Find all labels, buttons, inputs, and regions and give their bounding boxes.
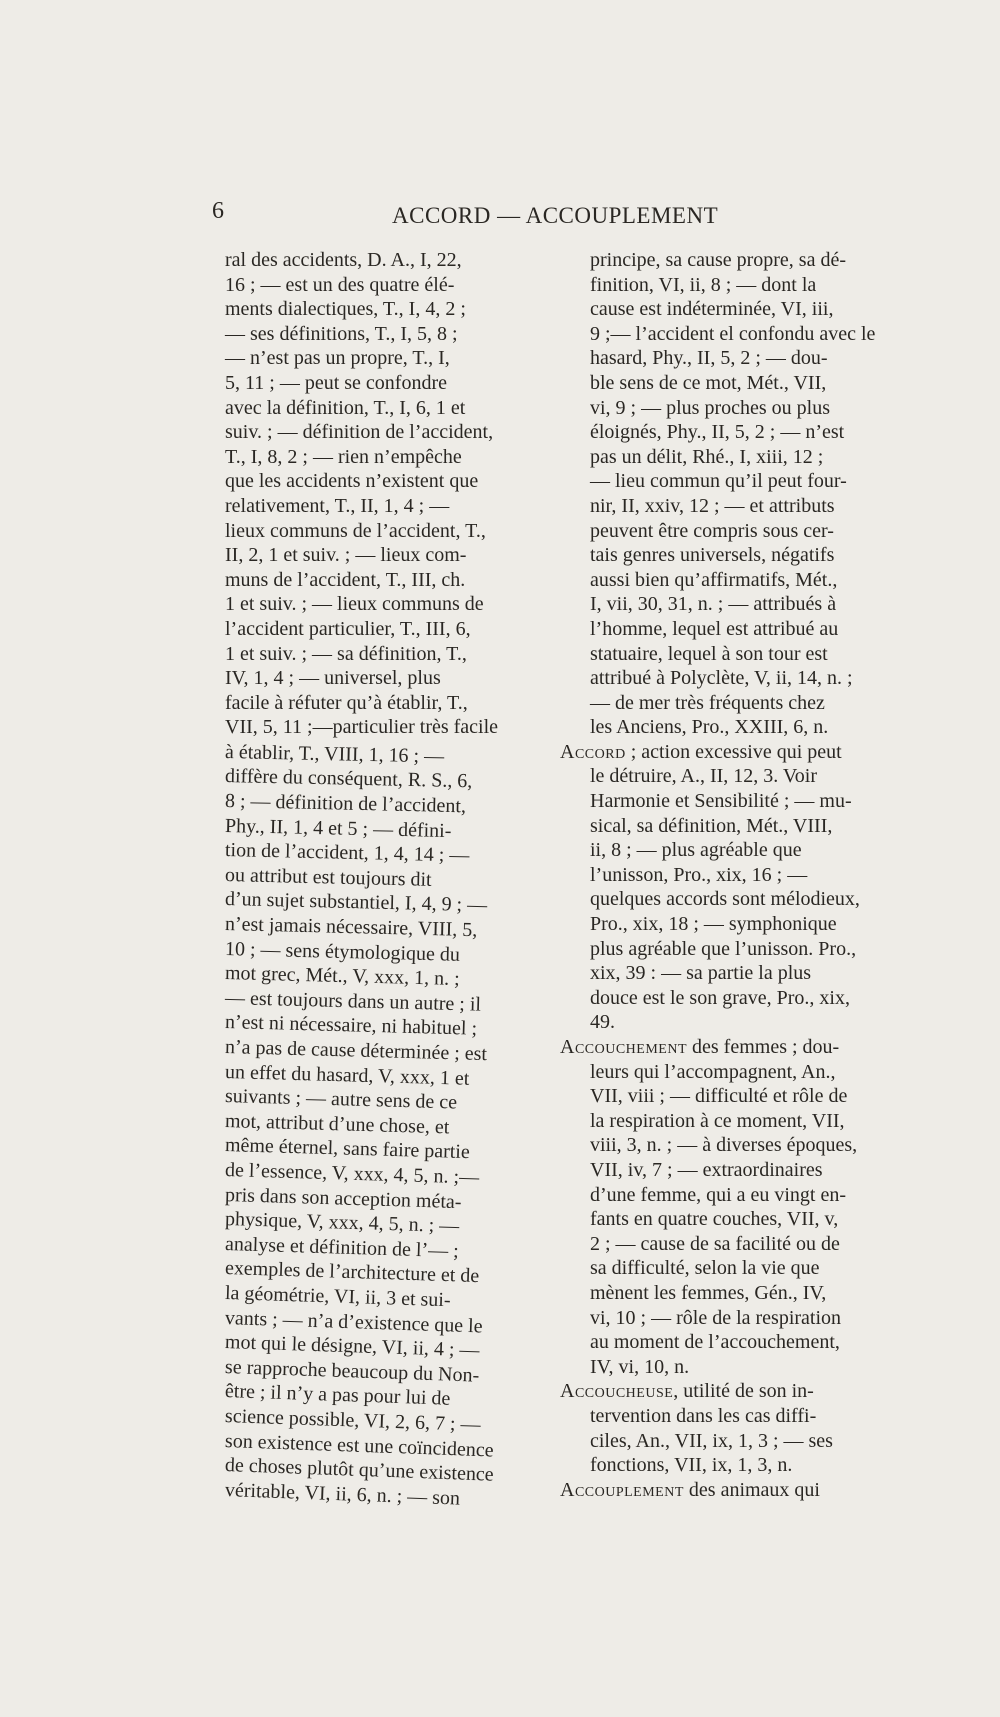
entry-text: des femmes ; dou-: [687, 1036, 840, 1058]
entry-text: 9 ;— l’accident el confondu avec le: [590, 322, 876, 345]
entry-text: vi, 9 ; — plus proches ou plus: [590, 396, 830, 419]
text-line: VII, 5, 11 ;—particulier très facile: [225, 716, 499, 739]
text-line: [560, 519, 892, 544]
text-line: [560, 297, 892, 322]
text-line: [560, 1404, 892, 1429]
text-line: facile à réfuter qu’à établir, T.,: [225, 691, 468, 714]
text-line: [560, 273, 892, 298]
text-line: [560, 937, 892, 962]
entry-text: l’homme, lequel est attribué au: [590, 617, 839, 640]
text-line: [560, 396, 892, 421]
text-line: que les accidents n’existent que: [225, 470, 479, 493]
text-line: mot, attribut d’une chose, et: [224, 1109, 450, 1139]
text-line: [560, 469, 892, 494]
text-line: l’accident particulier, T., III, 6,: [225, 617, 471, 640]
entry-headline: [560, 1379, 892, 1404]
entry-text: nir, II, xxiv, 12 ; — et attributs: [590, 494, 835, 517]
text-line: [560, 642, 892, 667]
text-line: [560, 1232, 892, 1257]
text-line: [560, 789, 892, 814]
entry-text: VII, viii ; — difficulté et rôle de: [590, 1085, 848, 1108]
entry-text: hasard, Phy., II, 5, 2 ; — dou-: [590, 347, 828, 370]
text-line: 10 ; — sens étymologique du: [224, 937, 461, 966]
text-line: ou attribut est toujours dit: [224, 863, 432, 891]
entry-text: ; action excessive qui peut: [625, 740, 842, 763]
text-line: [560, 322, 892, 347]
text-line: exemples de l’architecture et de: [224, 1257, 480, 1288]
text-line: physique, V, xxx, 4, 5, n. ; —: [224, 1208, 460, 1238]
entry-text: I, vii, 30, 31, n. ; — attribués à: [590, 593, 837, 616]
entry-text: aussi bien qu’affirmatifs, Mét.,: [590, 568, 838, 591]
entry-text: viii, 3, n. ; — à diverses époques,: [590, 1134, 858, 1157]
text-line: [560, 1109, 892, 1134]
text-line: — est toujours dans un autre ; il: [224, 986, 482, 1016]
text-line: [560, 371, 892, 396]
text-line: [560, 1183, 892, 1208]
text-line: analyse et définition de l’— ;: [224, 1232, 460, 1263]
entry-text: ii, 8 ; — plus agréable que: [590, 839, 802, 862]
text-line: [560, 445, 892, 470]
text-line: [560, 1330, 892, 1355]
entry-text: la respiration à ce moment, VII,: [590, 1109, 845, 1132]
text-line: muns de l’accident, T., III, ch.: [225, 568, 466, 591]
text-line: [560, 1158, 892, 1183]
text-line: avec la définition, T., I, 6, 1 et: [225, 396, 466, 419]
text-line: [560, 838, 892, 863]
text-line: [560, 1060, 892, 1085]
text-line: 5, 11 ; — peut se confondre: [225, 371, 447, 394]
text-line: un effet du hasard, V, xxx, 1 et: [224, 1060, 470, 1090]
entry-text: douce est le son grave, Pro., xix,: [590, 986, 850, 1009]
text-line: 1 et suiv. ; — sa définition, T.,: [225, 642, 467, 665]
entry-text: ble sens de ce mot, Mét., VII,: [590, 371, 827, 394]
entry-headword: Accoucheuse: [560, 1380, 674, 1403]
text-line: 16 ; — est un des quatre élé-: [225, 273, 455, 296]
text-line: n’a pas de cause déterminée ; est: [224, 1036, 488, 1066]
text-line: diffère du conséquent, R. S., 6,: [224, 765, 473, 793]
entry-text: leurs qui l’accompagnent, An.,: [590, 1060, 836, 1083]
text-line: tion de l’accident, 1, 4, 14 ; —: [224, 839, 470, 867]
entry-text: statuaire, lequel à son tour est: [590, 642, 828, 665]
text-line: n’est ni nécessaire, ni habituel ;: [224, 1011, 478, 1041]
text-line: [560, 961, 892, 986]
text-line: [560, 691, 892, 716]
text-line: [560, 543, 892, 568]
entry-headword: Accouchement: [560, 1036, 688, 1058]
entry-text: d’une femme, qui a eu vingt en-: [590, 1183, 847, 1206]
entry-text: — de mer très fréquents chez: [590, 691, 825, 714]
entry-text: tais genres universels, négatifs: [590, 544, 835, 567]
text-line: [560, 494, 892, 519]
text-line: même éternel, sans faire partie: [224, 1134, 471, 1164]
text-line: [560, 592, 892, 617]
text-line: [560, 1281, 892, 1306]
text-line: son existence est une coïncidence: [224, 1429, 495, 1462]
text-line: [560, 1355, 892, 1380]
entry-text: 2 ; — cause de sa facilité ou de: [590, 1232, 840, 1255]
entry-text: éloignés, Phy., II, 5, 2 ; — n’est: [590, 421, 845, 444]
text-line: être ; il n’y a pas pour lui de: [224, 1380, 451, 1411]
entry-text: fants en quatre couches, VII, v,: [590, 1208, 839, 1231]
entry-text: vi, 10 ; — rôle de la respiration: [590, 1306, 842, 1329]
entry-text: sical, sa définition, Mét., VIII,: [590, 814, 833, 837]
entry-text: le détruire, A., II, 12, 3. Voir: [590, 765, 818, 788]
entry-text: mènent les femmes, Gén., IV,: [590, 1281, 827, 1304]
text-line: [560, 887, 892, 912]
text-line: pris dans son acception méta-: [224, 1183, 462, 1213]
text-line: mot grec, Mét., V, xxx, 1, n. ;: [224, 962, 461, 991]
left-column: [224, 248, 540, 1510]
text-line: de choses plutôt qu’une existence: [224, 1454, 495, 1486]
entry-text: l’unisson, Pro., xix, 16 ; —: [590, 863, 808, 886]
entry-text: des animaux qui: [683, 1478, 820, 1501]
text-line: T., I, 8, 2 ; — rien n’empêche: [225, 445, 462, 468]
text-line: [560, 715, 892, 740]
entry-text: , utilité de son in-: [673, 1380, 814, 1403]
entry-headword: Accord: [560, 740, 626, 763]
text-line: [560, 986, 892, 1011]
text-line: [560, 420, 892, 445]
text-line: [560, 764, 892, 789]
text-line: n’est jamais nécessaire, VIII, 5,: [224, 913, 478, 942]
entry-text: fonctions, VII, ix, 1, 3, n.: [590, 1454, 793, 1477]
text-line: [560, 863, 892, 888]
entry-text: xix, 39 : — sa partie la plus: [590, 962, 812, 985]
text-line: à établir, T., VIII, 1, 16 ; —: [224, 740, 445, 768]
text-line: [560, 814, 892, 839]
text-line: suivants ; — autre sens de ce: [224, 1085, 458, 1114]
text-line: ments dialectiques, T., I, 4, 2 ;: [225, 298, 466, 321]
entry-text: cause est indéterminée, VI, iii,: [590, 298, 834, 321]
entry-text: attribué à Polyclète, V, ii, 14, n. ;: [590, 667, 853, 690]
text-line: [560, 1010, 892, 1035]
entry-text: IV, vi, 10, n.: [590, 1355, 690, 1378]
text-line: [560, 1306, 892, 1331]
text-line: Phy., II, 1, 4 et 5 ; — défini-: [224, 814, 452, 842]
page-number: 6: [212, 198, 224, 224]
text-line: science possible, VI, 2, 6, 7 ; —: [224, 1404, 481, 1436]
text-line: vants ; — n’a d’existence que le: [224, 1306, 483, 1338]
text-line: de l’essence, V, xxx, 4, 5, n. ;—: [224, 1158, 480, 1189]
text-line: II, 2, 1 et suiv. ; — lieux com-: [225, 544, 467, 567]
text-line: [560, 617, 892, 642]
entry-text: — lieu commun qu’il peut four-: [590, 470, 847, 493]
text-line: [560, 1207, 892, 1232]
text-line: [560, 1256, 892, 1281]
text-line: relativement, T., II, 1, 4 ; —: [225, 494, 450, 517]
text-line: [560, 912, 892, 937]
entry-headline: [560, 1478, 892, 1503]
entry-text: VII, iv, 7 ; — extraordinaires: [590, 1158, 823, 1181]
entry-text: quelques accords sont mélodieux,: [590, 888, 860, 911]
text-line: [560, 568, 892, 593]
text-line: lieux communs de l’accident, T.,: [225, 519, 486, 542]
text-line: [560, 1133, 892, 1158]
entry-text: au moment de l’accouchement,: [590, 1331, 840, 1354]
text-line: suiv. ; — définition de l’accident,: [225, 421, 494, 444]
text-line: la géométrie, VI, ii, 3 et sui-: [224, 1281, 451, 1312]
text-line: — n’est pas un propre, T., I,: [225, 347, 450, 370]
text-line: [560, 1084, 892, 1109]
entry-text: Pro., xix, 18 ; — symphonique: [590, 913, 837, 936]
text-line: ral des accidents, D. A., I, 22,: [225, 249, 462, 271]
text-line: [560, 666, 892, 691]
entry-text: peuvent être compris sous cer-: [590, 519, 834, 542]
entry-headline: [560, 1035, 892, 1060]
entry-text: les Anciens, Pro., XXIII, 6, n.: [590, 716, 829, 739]
text-line: [560, 346, 892, 371]
text-line: [560, 1453, 892, 1478]
entry-headword: Accouplement: [560, 1478, 684, 1501]
text-line: 1 et suiv. ; — lieux communs de: [225, 593, 484, 616]
entry-text: tervention dans les cas diffi-: [590, 1404, 817, 1427]
text-line: IV, 1, 4 ; — universel, plus: [225, 667, 441, 690]
text-line: [560, 1429, 892, 1454]
entry-text: principe, sa cause propre, sa dé-: [590, 249, 846, 271]
running-head: ACCORD — ACCOUPLEMENT: [392, 203, 719, 228]
text-line: — ses définitions, T., I, 5, 8 ;: [225, 322, 458, 345]
entry-text: 49.: [590, 1011, 615, 1034]
entry-text: pas un délit, Rhé., I, xiii, 12 ;: [590, 445, 824, 468]
text-line: mot qui le désigne, VI, ii, 4 ; —: [224, 1331, 480, 1362]
text-line: véritable, VI, ii, 6, n. ; — son: [224, 1478, 461, 1510]
entry-text: finition, VI, ii, 8 ; — dont la: [590, 273, 817, 296]
text-line: se rapproche beaucoup du Non-: [224, 1355, 480, 1387]
entry-text: Harmonie et Sensibilité ; — mu-: [590, 790, 852, 813]
entry-headline: [560, 740, 892, 765]
text-line: [560, 248, 892, 273]
text-line: d’un sujet substantiel, I, 4, 9 ; —: [224, 888, 488, 917]
right-column: [560, 248, 892, 1502]
entry-text: plus agréable que l’unisson. Pro.,: [590, 937, 857, 960]
entry-text: sa difficulté, selon la vie que: [590, 1257, 820, 1280]
text-line: 8 ; — définition de l’accident,: [224, 790, 467, 818]
entry-text: ciles, An., VII, ix, 1, 3 ; — ses: [590, 1429, 833, 1452]
